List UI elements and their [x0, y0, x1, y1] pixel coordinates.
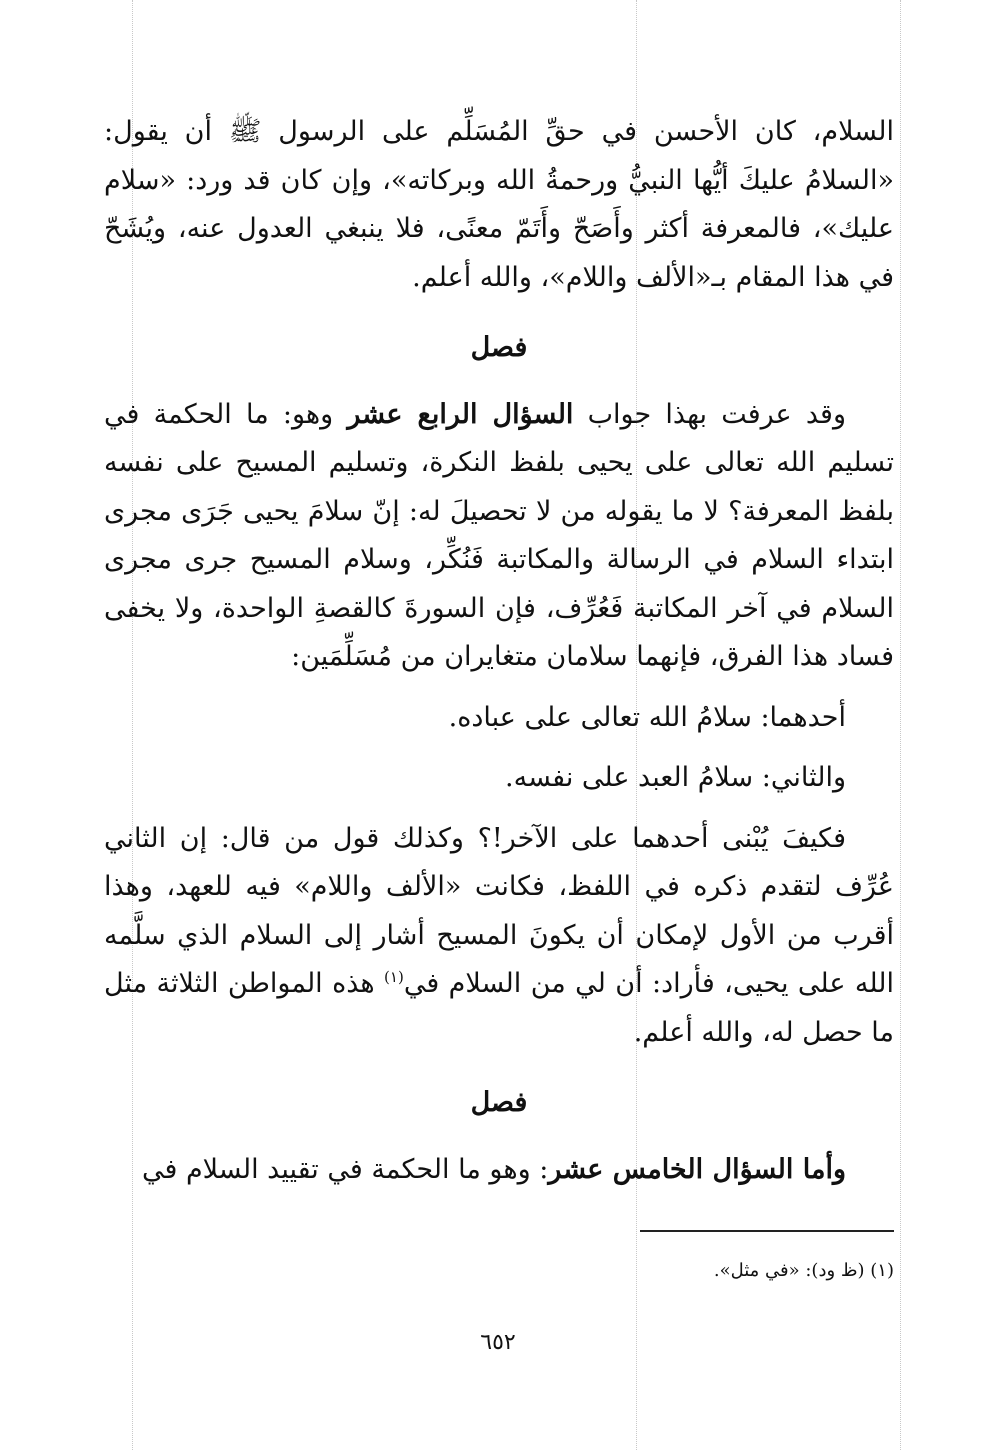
footnote-marker[interactable]: (١) — [384, 968, 404, 986]
list-item-second: والثاني: سلامُ العبد على نفسه. — [505, 762, 846, 793]
footnote-divider — [640, 1230, 894, 1232]
paragraph-text-a: فكيفَ يُبْنى أحدهما على الآخر!؟ وكذلك قول من قال: إن الثاني عُرِّف لتقدم ذكره في اللفظ، فكانت «الألف واللام» فيه للعهد، وهذا أقرب من الأول لإمكان أن يكونَ المسيح أشار إلى السلام الذي سلَّمه الله على يحيى، فأراد: أن لي من السلام في — [104, 822, 894, 999]
paragraph-continuation: السلام، كان الأحسن في حقِّ المُسَلِّم على الرسول ﷺ أن يقول: «السلامُ عليكَ أيُّها النبيُّ ورحمةُ الله وبركاته»، وإن كان قد ورد: «سلام عليك»، فالمعرفة أكثر وأَصَحّ وأَتَمّ معنًى، فلا ينبغي العدول عنه، ويُشَحّ في هذا المقام بـ«الألف واللام»، والله أعلم. — [104, 116, 894, 293]
paragraph-intro: وقد عرفت بهذا جواب — [573, 398, 846, 430]
page-number: ٦٥٢ — [480, 1330, 516, 1355]
paragraph-body: وهو: ما الحكمة في تسليم الله تعالى على يحيى بلفظ النكرة، وتسليم المسيح على نفسه بلفظ المعرفة؟ لا ما يقوله من لا تحصيلَ له: إنّ سلامَ يحيى جَرَى مجرى ابتداء السلام في الرسالة والمكاتبة فَنُكِّر، وسلام المسيح جرى مجرى السلام في آخر المكاتبة فَعُرِّف، فإن السورةَ كالقصةِ الواحدة، ولا يخفى فساد هذا الفرق، فإنهما سلامان متغايران من مُسَلِّمَين: — [104, 398, 894, 672]
paragraph-body-15: : وهو ما الحكمة في تقييد السلام في — [141, 1153, 549, 1185]
list-item-first: أحدهما: سلامُ الله تعالى على عباده. — [448, 701, 846, 733]
paragraph-question-14 — [104, 391, 894, 682]
question-title-14: السؤال الرابع عشر — [347, 398, 574, 430]
paragraph-question-15 — [104, 1146, 894, 1195]
margin-guide-right — [900, 0, 901, 1450]
section-heading-2: فصل — [470, 1087, 528, 1118]
paragraph-refutation — [104, 815, 894, 1058]
section-heading-1: فصل — [470, 332, 528, 363]
paragraph-text-b: هذه المواطن الثلاثة مثل ما حصل له، والله أعلم. — [104, 968, 894, 1048]
main-text — [104, 108, 894, 1194]
question-title-15: وأما السؤال الخامس عشر — [548, 1153, 846, 1185]
footnote: (١) (ظ ود): «في مثل». — [713, 1260, 894, 1281]
